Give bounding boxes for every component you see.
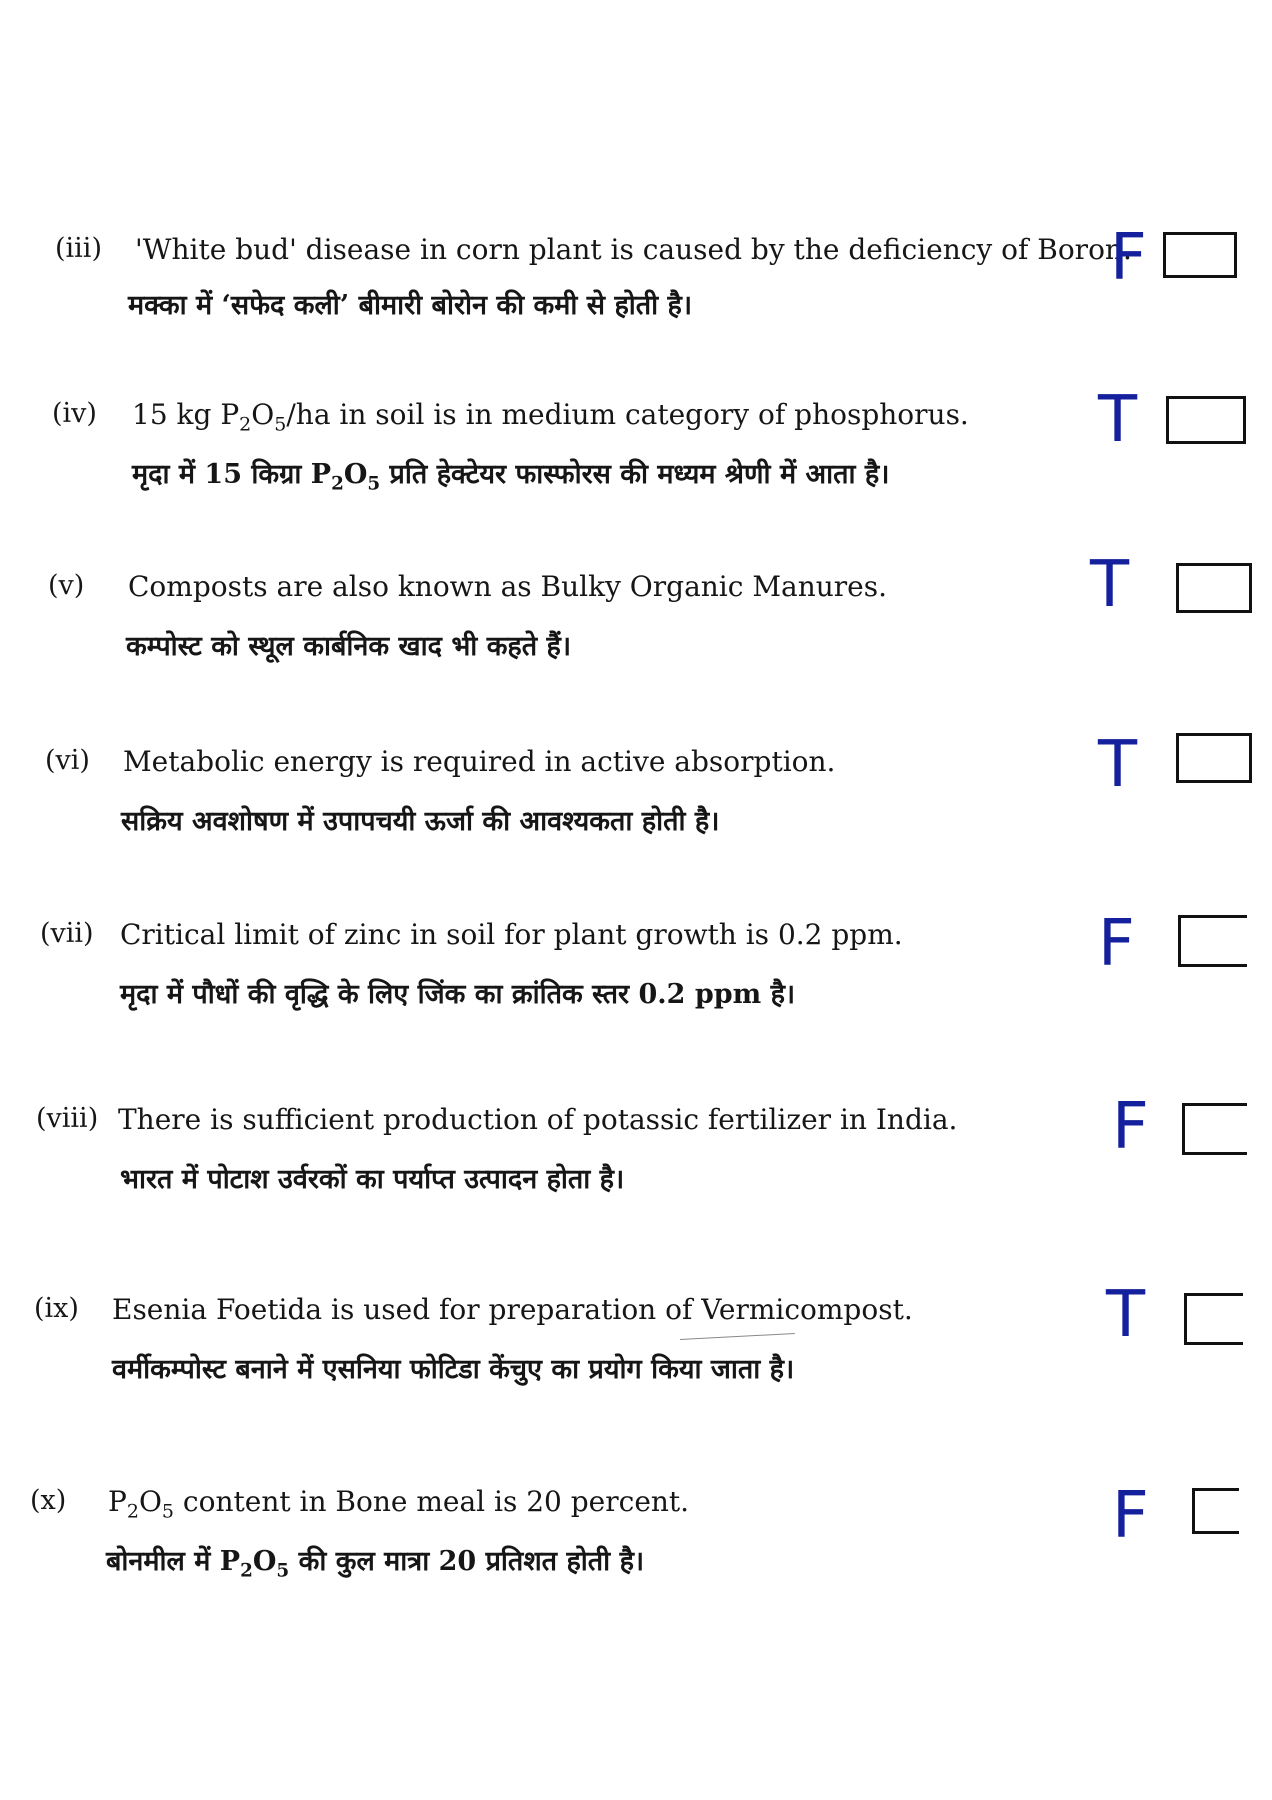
question-number: (vi) (45, 745, 90, 776)
question-number: (viii) (36, 1103, 99, 1134)
answer-box[interactable] (1192, 1488, 1239, 1534)
question-item (36, 1103, 1272, 1253)
question-number: (iv) (52, 398, 97, 429)
answer-box[interactable] (1178, 915, 1247, 967)
question-number: (iii) (55, 233, 102, 264)
answer-box[interactable] (1176, 733, 1252, 783)
question-item (45, 745, 1272, 895)
handwritten-answer: T (1098, 383, 1138, 457)
handwritten-answer: F (1098, 907, 1135, 981)
question-item (40, 918, 1272, 1068)
question-text-hindi: मृदा में 15 किग्रा $P_2O_5$ प्रति हेक्टेयर फास्फोरस की मध्यम श्रेणी में आता है। (132, 459, 890, 495)
question-item (30, 1479, 1270, 1635)
answer-box[interactable] (1182, 1103, 1247, 1155)
question-text-hindi: मक्का में ‘सफेद कली’ बीमारी बोरोन की कमी से होती है। (128, 290, 693, 321)
handwritten-answer: T (1090, 548, 1130, 622)
question-number: (v) (48, 570, 85, 601)
answer-box[interactable] (1176, 563, 1252, 613)
question-text-english: Metabolic energy is required in active absorption. (123, 745, 836, 778)
question-text-hindi: कम्पोस्ट को स्थूल कार्बनिक खाद भी कहते हैं। (126, 631, 572, 662)
question-number: (x) (30, 1485, 67, 1516)
question-text-hindi: मृदा में पौधों की वृद्धि के लिए जिंक का क्रांतिक स्तर 0.2 ppm है। (120, 979, 796, 1010)
question-text-hindi: भारत में पोटाश उर्वरकों का पर्याप्त उत्पादन होता है। (120, 1164, 625, 1195)
question-text-english: There is sufficient production of potassic fertilizer in India. (118, 1103, 958, 1136)
question-text-hindi: सक्रिय अवशोषण में उपापचयी ऊर्जा की आवश्यकता होती है। (121, 806, 720, 837)
answer-box[interactable] (1166, 396, 1246, 444)
answer-box[interactable] (1163, 232, 1237, 278)
question-text-hindi: वर्मीकम्पोस्ट बनाने में एसनिया फोटिडा केंचुए का प्रयोग किया जाता है। (112, 1354, 795, 1385)
question-item (52, 398, 1272, 548)
question-text-english: Critical limit of zinc in soil for plant growth is 0.2 ppm. (120, 918, 903, 951)
question-text-english: 'White bud' disease in corn plant is caused by the deficiency of Boron. (135, 233, 1132, 266)
question-text-english: Composts are also known as Bulky Organic Manures. (128, 570, 887, 603)
question-item (55, 233, 1272, 383)
handwritten-answer: T (1098, 728, 1138, 802)
question-text-english: $P_2O_5$ content in Bone meal is 20 percent. (108, 1485, 690, 1523)
answer-box[interactable] (1184, 1293, 1243, 1345)
question-number: (vii) (40, 918, 94, 949)
handwritten-answer: F (1112, 1479, 1149, 1553)
handwritten-answer: F (1110, 221, 1147, 295)
question-text-hindi: बोनमील में $P_2O_5$ की कुल मात्रा 20 प्रतिशत होती है। (106, 1546, 645, 1582)
question-text-english: Esenia Foetida is used for preparation of Vermicompost. (112, 1293, 913, 1326)
handwritten-answer: T (1106, 1278, 1146, 1352)
question-number: (ix) (34, 1293, 79, 1324)
question-item (34, 1293, 1272, 1443)
handwritten-answer: F (1112, 1090, 1149, 1164)
question-text-english: 15 kg $P_2O_5/ha$ in soil is in medium category of phosphorus. (132, 398, 969, 436)
question-item (48, 570, 1272, 720)
